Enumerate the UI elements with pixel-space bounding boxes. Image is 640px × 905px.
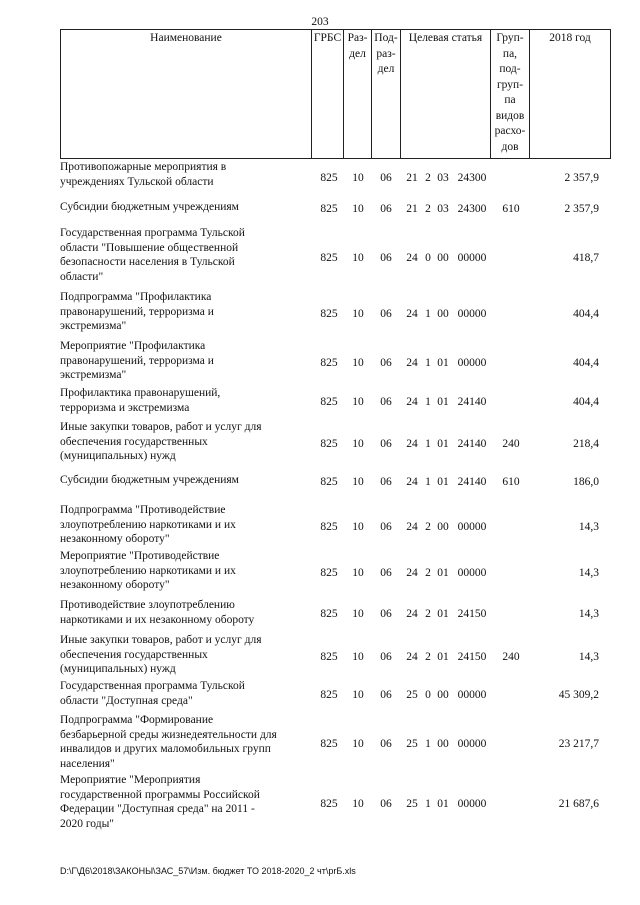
table-row [60,386,620,416]
table-row [60,598,620,628]
cell-pr: 06 [380,172,392,184]
row-name-line: (муниципальных) нужд [60,663,176,676]
cell-rz: 10 [352,396,364,408]
cell-pr: 06 [380,252,392,264]
header-group-line: видов [495,109,525,122]
header-podrazdel-line: дел [377,63,395,75]
cell-cs3: 00 [437,521,449,533]
row-name-line: Противодействие злоупотреблению [60,599,235,611]
row-name [60,226,308,284]
cell-rz: 10 [352,308,364,320]
cell-grbs: 825 [320,396,338,408]
cell-pr: 06 [380,438,392,450]
cell-cs4: 00000 [457,738,487,750]
cell-cs1: 24 [406,608,418,620]
cell-cs3: 00 [437,252,449,264]
header-podrazdel [372,29,401,159]
cell-cs2: 1 [425,396,431,408]
row-name-line: области" [60,270,104,283]
header-group [491,29,530,159]
cell-cs3: 01 [437,651,449,663]
cell-cs3: 01 [437,476,449,488]
row-name-line: Мероприятие "Противодействие [60,550,220,562]
cell-rz: 10 [352,476,364,488]
row-name-line: правонарушений, терроризма и [60,354,214,367]
header-name [60,29,312,159]
cell-pr: 06 [380,396,392,408]
header-group-line: дов [501,140,519,153]
cell-vr: 610 [502,203,520,215]
row-name-line: злоупотреблению наркотиками и их [60,518,236,531]
cell-grbs: 825 [320,567,338,579]
cell-cs3: 00 [437,738,449,750]
cell-cs1: 24 [406,651,418,663]
table-row [60,339,620,385]
cell-amount: 14,3 [578,651,599,663]
cell-cs2: 1 [425,438,431,450]
cell-amount: 2 357,9 [564,172,599,184]
cell-amount: 186,0 [573,476,599,488]
row-name-line: терроризма и экстремизма [60,401,190,414]
header-target-label: Целевая статья [408,32,483,44]
cell-amount: 418,7 [573,252,599,264]
cell-grbs: 825 [320,798,338,810]
row-name [60,633,308,677]
cell-cs3: 01 [437,396,449,408]
cell-amount: 23 217,7 [558,738,599,750]
header-podrazdel-line: раз- [376,47,396,60]
header-razdel-line: Раз- [347,32,368,44]
row-name-line: Профилактика правонарушений, [60,387,221,399]
table-row [60,549,620,595]
cell-cs3: 01 [437,608,449,620]
row-name-line: злоупотреблению наркотиками и их [60,564,236,577]
cell-cs4: 24140 [457,476,487,488]
cell-rz: 10 [352,521,364,533]
cell-cs4: 00000 [457,689,487,701]
cell-pr: 06 [380,203,392,215]
row-name-line: Иные закупки товаров, работ и услуг для [60,421,262,433]
table-header [60,29,611,159]
row-name-line: Государственная программа Тульской [60,680,245,692]
cell-pr: 06 [380,357,392,369]
cell-amount: 2 357,9 [564,203,599,215]
file-path-footer: D:\Г\Д6\2018\ЗАКОНЫ\ЗАС_57\Изм. бюджет ТО 2018-2020_2 чт\prБ.xls [60,866,356,876]
cell-pr: 06 [380,738,392,750]
cell-pr: 06 [380,476,392,488]
cell-cs2: 2 [425,203,431,215]
header-razdel [344,29,372,159]
cell-cs3: 01 [437,567,449,579]
table-row [60,160,620,194]
row-name-line: правонарушений, терроризма и [60,305,214,318]
cell-cs2: 1 [425,798,431,810]
row-name [60,679,308,708]
cell-cs3: 01 [437,798,449,810]
cell-cs4: 00000 [457,252,487,264]
row-name-line: безбарьерной среды жизнедеятельности для [60,728,277,741]
row-name-line: (муниципальных) нужд [60,450,176,463]
cell-cs2: 2 [425,172,431,184]
cell-rz: 10 [352,689,364,701]
cell-cs4: 24150 [457,608,487,620]
header-group-line: па [504,94,516,106]
header-year-label: 2018 год [549,32,591,44]
cell-pr: 06 [380,608,392,620]
cell-cs2: 2 [425,567,431,579]
cell-cs1: 21 [406,172,418,184]
cell-cs4: 24300 [457,203,487,215]
row-name-line: Подпрограмма "Противодействие [60,504,226,516]
row-name-line: незаконному обороту" [60,533,170,546]
row-name [60,420,308,464]
cell-amount: 404,4 [573,396,599,408]
cell-cs4: 00000 [457,357,487,369]
cell-amount: 14,3 [578,521,599,533]
cell-cs4: 00000 [457,798,487,810]
row-name-line: безопасности населения в Тульской [60,256,235,269]
table-row [60,226,620,288]
row-name-line: инвалидов и других маломобильных групп [60,743,271,756]
row-name-line: области "Повышение общественной [60,241,239,254]
cell-vr: 610 [502,476,520,488]
table-row [60,679,620,709]
header-year [530,29,611,159]
cell-vr: 240 [502,651,520,663]
cell-pr: 06 [380,689,392,701]
cell-cs2: 1 [425,738,431,750]
cell-cs4: 24150 [457,651,487,663]
cell-pr: 06 [380,521,392,533]
row-name [60,713,308,771]
cell-cs2: 1 [425,308,431,320]
cell-amount: 14,3 [578,608,599,620]
cell-cs1: 24 [406,521,418,533]
row-name [60,598,308,627]
cell-amount: 404,4 [573,308,599,320]
cell-cs3: 01 [437,438,449,450]
cell-cs3: 00 [437,308,449,320]
cell-cs1: 24 [406,308,418,320]
cell-grbs: 825 [320,651,338,663]
header-name-label: Наименование [150,32,222,44]
cell-amount: 14,3 [578,567,599,579]
cell-pr: 06 [380,567,392,579]
row-name-line: наркотиками и их незаконному обороту [60,613,255,626]
row-name-line: Подпрограмма "Формирование [60,714,214,726]
cell-cs3: 01 [437,357,449,369]
header-group-line: па, [502,47,518,60]
row-name [60,160,308,189]
header-grbs-label: ГРБС [313,32,342,44]
row-name-line: обеспечения государственных [60,648,208,661]
row-name-line: государственной программы Российской [60,788,260,801]
header-group-line: Груп- [496,32,524,44]
row-name-line: Иные закупки товаров, работ и услуг для [60,634,262,646]
cell-grbs: 825 [320,608,338,620]
cell-grbs: 825 [320,203,338,215]
cell-amount: 21 687,6 [558,798,599,810]
cell-cs1: 24 [406,438,418,450]
cell-cs4: 24300 [457,172,487,184]
cell-cs1: 24 [406,476,418,488]
cell-cs2: 2 [425,651,431,663]
cell-rz: 10 [352,651,364,663]
row-name-line: Федерации "Доступная среда" на 2011 - [60,803,255,816]
row-name [60,386,308,415]
cell-grbs: 825 [320,738,338,750]
cell-grbs: 825 [320,252,338,264]
cell-rz: 10 [352,203,364,215]
header-grbs [312,29,344,159]
cell-rz: 10 [352,738,364,750]
cell-rz: 10 [352,798,364,810]
cell-pr: 06 [380,651,392,663]
row-name [60,773,308,831]
cell-pr: 06 [380,798,392,810]
table-row [60,773,620,833]
cell-cs4: 00000 [457,567,487,579]
cell-cs2: 2 [425,521,431,533]
cell-rz: 10 [352,357,364,369]
row-name-line: Противопожарные мероприятия в [60,161,227,173]
header-group-line: груп- [496,78,524,91]
table-row [60,473,620,489]
cell-cs1: 24 [406,357,418,369]
row-name [60,549,308,593]
cell-cs1: 25 [406,798,418,810]
cell-cs4: 00000 [457,308,487,320]
row-name-line: 2020 годы" [60,817,114,830]
row-name-line: незаконному обороту" [60,579,170,592]
cell-cs3: 03 [437,172,449,184]
header-group-line: под- [499,63,521,75]
cell-cs1: 24 [406,567,418,579]
cell-amount: 45 309,2 [558,689,599,701]
row-name [60,200,308,215]
row-name-line: обеспечения государственных [60,435,208,448]
cell-rz: 10 [352,172,364,184]
cell-cs2: 0 [425,689,431,701]
cell-cs1: 25 [406,738,418,750]
table-row [60,503,620,549]
cell-grbs: 825 [320,438,338,450]
cell-grbs: 825 [320,172,338,184]
header-target [401,29,491,159]
cell-pr: 06 [380,308,392,320]
cell-cs1: 25 [406,689,418,701]
row-name-line: экстремизма" [60,320,127,333]
cell-grbs: 825 [320,689,338,701]
row-name-line: населения" [60,757,115,770]
cell-grbs: 825 [320,308,338,320]
cell-cs4: 24140 [457,396,487,408]
row-name-line: экстремизма" [60,369,127,382]
table-row [60,633,620,679]
table-row [60,420,620,466]
row-name-line: Мероприятие "Профилактика [60,340,206,352]
cell-cs1: 21 [406,203,418,215]
cell-grbs: 825 [320,476,338,488]
cell-cs2: 2 [425,608,431,620]
cell-cs2: 1 [425,357,431,369]
row-name-line: Субсидии бюджетным учреждениям [60,474,239,486]
row-name-line: Субсидии бюджетным учреждениям [60,201,239,213]
cell-rz: 10 [352,252,364,264]
row-name-line: Мероприятие "Мероприятия [60,774,201,786]
table-row [60,713,620,773]
cell-rz: 10 [352,567,364,579]
row-name-line: Подпрограмма "Профилактика [60,291,212,303]
row-name [60,339,308,383]
row-name [60,290,308,334]
header-podrazdel-line: Под- [374,32,398,44]
table-row [60,200,620,216]
header-group-line: расхо- [494,125,526,137]
cell-rz: 10 [352,438,364,450]
cell-cs4: 00000 [457,521,487,533]
cell-grbs: 825 [320,357,338,369]
cell-cs2: 1 [425,476,431,488]
table-row [60,290,620,336]
cell-grbs: 825 [320,521,338,533]
page-number: 203 [311,16,329,28]
cell-cs2: 0 [425,252,431,264]
cell-amount: 404,4 [573,357,599,369]
cell-cs3: 00 [437,689,449,701]
cell-rz: 10 [352,608,364,620]
cell-vr: 240 [502,438,520,450]
row-name [60,473,308,488]
row-name-line: области "Доступная среда" [60,694,193,707]
cell-cs3: 03 [437,203,449,215]
cell-amount: 218,4 [573,438,599,450]
cell-cs1: 24 [406,252,418,264]
row-name-line: учреждениях Тульской области [60,175,214,188]
row-name-line: Государственная программа Тульской [60,227,245,239]
cell-cs1: 24 [406,396,418,408]
row-name [60,503,308,547]
cell-cs4: 24140 [457,438,487,450]
header-razdel-line: дел [349,47,366,60]
